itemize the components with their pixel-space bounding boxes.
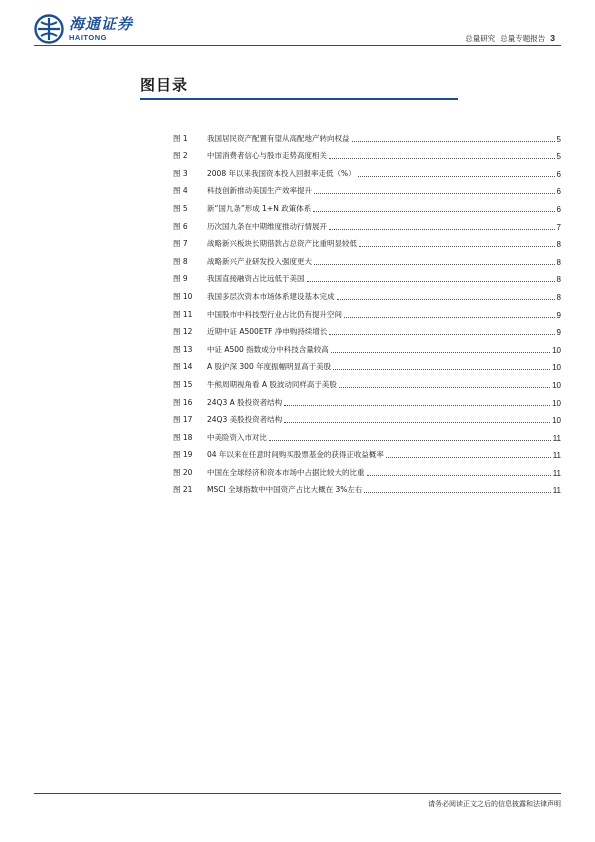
toc-entry-title: 中国股市中科技型行业占比仍有提升空间 — [207, 309, 342, 319]
logo-chinese-name: 海通证券 — [69, 15, 134, 33]
toc-dot-leader — [344, 317, 555, 318]
header-divider — [34, 45, 561, 46]
figure-list — [173, 126, 561, 495]
toc-entry-title: 历次国九条在中期维度推动行情展开 — [207, 221, 327, 231]
toc-entry-page: 9 — [556, 328, 561, 338]
toc-entry[interactable] — [173, 214, 561, 232]
toc-entry[interactable] — [173, 302, 561, 320]
toc-entry-page: 11 — [552, 468, 561, 478]
toc-entry-number: 图 8 — [173, 256, 188, 266]
toc-entry-title: 牛熊周期视角看 A 股波动同样高于美股 — [207, 379, 337, 389]
toc-entry-title: 我国直接融资占比远低于美国 — [207, 274, 305, 284]
toc-dot-leader — [314, 193, 555, 194]
toc-entry[interactable] — [173, 408, 561, 426]
toc-entry-page: 8 — [556, 257, 561, 267]
toc-entry-page: 6 — [556, 187, 561, 197]
toc-entry[interactable] — [173, 179, 561, 197]
toc-title-underline — [140, 98, 458, 100]
toc-entry-page: 10 — [552, 363, 561, 373]
report-type: 总量专题报告 — [500, 34, 546, 43]
toc-entry[interactable] — [173, 460, 561, 478]
toc-dot-leader — [331, 352, 550, 353]
toc-dot-leader — [269, 440, 551, 441]
toc-entry[interactable] — [173, 161, 561, 179]
haitong-logo-icon — [34, 14, 64, 44]
toc-entry-title: 我国多层次资本市场体系建设基本完成 — [207, 291, 335, 301]
toc-entry-title: 24Q3 美股投资者结构 — [207, 415, 283, 425]
toc-entry[interactable] — [173, 355, 561, 373]
toc-dot-leader — [359, 246, 555, 247]
toc-entry-title: 近期中证 A500ETF 净申购持续增长 — [207, 327, 328, 337]
toc-heading — [140, 74, 458, 100]
toc-entry-page: 8 — [556, 275, 561, 285]
toc-dot-leader — [329, 158, 555, 159]
toc-entry-number: 图 19 — [173, 450, 193, 460]
toc-title: 图目录 — [140, 76, 189, 94]
toc-entry[interactable] — [173, 337, 561, 355]
toc-dot-leader — [314, 264, 555, 265]
report-category: 总量研究 — [465, 34, 496, 43]
toc-entry-page: 11 — [552, 486, 561, 496]
toc-entry-number: 图 17 — [173, 415, 193, 425]
toc-entry-number: 图 9 — [173, 274, 188, 284]
toc-entry-title: A 股沪深 300 年度振幅明显高于美股 — [207, 362, 332, 372]
toc-entry[interactable] — [173, 372, 561, 390]
toc-dot-leader — [284, 422, 550, 423]
toc-entry-number: 图 10 — [173, 291, 193, 301]
toc-entry[interactable] — [173, 249, 561, 267]
toc-entry-number: 图 16 — [173, 397, 193, 407]
toc-entry-number: 图 21 — [173, 485, 193, 495]
haitong-logo — [34, 14, 133, 44]
toc-entry[interactable] — [173, 320, 561, 338]
page-header — [0, 0, 595, 52]
toc-entry-title: 战略新兴板块长期借款占总资产比重明显较低 — [207, 239, 357, 249]
toc-entry-title: 新“国九条”形成 1+N 政策体系 — [207, 203, 312, 213]
toc-dot-leader — [333, 369, 550, 370]
toc-entry-number: 图 18 — [173, 432, 193, 442]
toc-entry-number: 图 15 — [173, 379, 193, 389]
toc-dot-leader — [329, 334, 554, 335]
toc-entry[interactable] — [173, 232, 561, 250]
legal-disclaimer: 请务必阅读正文之后的信息披露和法律声明 — [428, 800, 561, 808]
toc-entry[interactable] — [173, 267, 561, 285]
toc-entry-number: 图 12 — [173, 327, 193, 337]
toc-dot-leader — [352, 141, 555, 142]
toc-entry[interactable] — [173, 126, 561, 144]
toc-entry-title: 中美险资入市对比 — [207, 432, 267, 442]
toc-dot-leader — [358, 176, 555, 177]
footer-divider — [34, 793, 561, 794]
toc-entry-page: 8 — [556, 240, 561, 250]
toc-entry-title: 科技创新推动美国生产效率提升 — [207, 186, 312, 196]
toc-dot-leader — [386, 457, 551, 458]
toc-dot-leader — [364, 492, 550, 493]
toc-entry-title: 中证 A500 指数成分中科技含量较高 — [207, 344, 329, 354]
header-meta — [465, 33, 555, 44]
toc-dot-leader — [313, 211, 554, 212]
toc-entry-page: 10 — [552, 380, 561, 390]
toc-entry-page: 6 — [556, 169, 561, 179]
toc-dot-leader — [367, 475, 551, 476]
toc-entry-page: 9 — [556, 310, 561, 320]
toc-entry-title: 中国在全球经济和资本市场中占据比较大的比重 — [207, 467, 365, 477]
toc-dot-leader — [337, 299, 555, 300]
toc-entry-page: 11 — [552, 433, 561, 443]
toc-entry-page: 7 — [556, 222, 561, 232]
toc-dot-leader — [284, 405, 550, 406]
toc-entry-title: MSCI 全球指数中中国资产占比大概在 3%左右 — [207, 485, 363, 495]
toc-entry-number: 图 5 — [173, 203, 188, 213]
toc-entry-number: 图 2 — [173, 151, 188, 161]
toc-entry-number: 图 13 — [173, 344, 193, 354]
toc-entry-title: 战略新兴产业研发投入强度更大 — [207, 256, 312, 266]
logo-english-name: HAITONG — [69, 33, 107, 42]
toc-dot-leader — [307, 281, 555, 282]
toc-entry-title: 我国居民资产配置有望从高配地产转向权益 — [207, 133, 350, 143]
toc-entry-number: 图 11 — [173, 309, 193, 319]
toc-entry[interactable] — [173, 443, 561, 461]
toc-entry-number: 图 14 — [173, 362, 193, 372]
toc-entry-title: 2008 年以来我国资本投入回报率走低（%） — [207, 168, 356, 178]
toc-entry-title: 04 年以来在任意时间购买股票基金的获得正收益概率 — [207, 450, 384, 460]
toc-dot-leader — [329, 229, 555, 230]
toc-entry-page: 5 — [556, 152, 561, 162]
toc-entry-number: 图 6 — [173, 221, 188, 231]
toc-entry-number: 图 3 — [173, 168, 188, 178]
toc-entry-number: 图 20 — [173, 467, 193, 477]
toc-entry-number: 图 4 — [173, 186, 188, 196]
toc-entry[interactable] — [173, 425, 561, 443]
toc-dot-leader — [339, 387, 550, 388]
toc-entry[interactable] — [173, 144, 561, 162]
page-number: 3 — [550, 33, 555, 43]
toc-entry[interactable] — [173, 196, 561, 214]
toc-entry-page: 11 — [552, 451, 561, 461]
toc-entry-page: 8 — [556, 292, 561, 302]
toc-entry-number: 图 1 — [173, 133, 188, 143]
toc-entry-title: 24Q3 A 股投资者结构 — [207, 397, 283, 407]
toc-entry-page: 10 — [552, 398, 561, 408]
toc-entry-number: 图 7 — [173, 239, 188, 249]
toc-entry[interactable] — [173, 390, 561, 408]
toc-entry-title: 中国消费者信心与股市走势高度相关 — [207, 151, 327, 161]
toc-entry-page: 6 — [556, 204, 561, 214]
toc-entry-page: 10 — [552, 416, 561, 426]
toc-entry-page: 5 — [556, 134, 561, 144]
toc-entry[interactable] — [173, 478, 561, 496]
toc-entry-page: 10 — [552, 345, 561, 355]
toc-entry[interactable] — [173, 284, 561, 302]
